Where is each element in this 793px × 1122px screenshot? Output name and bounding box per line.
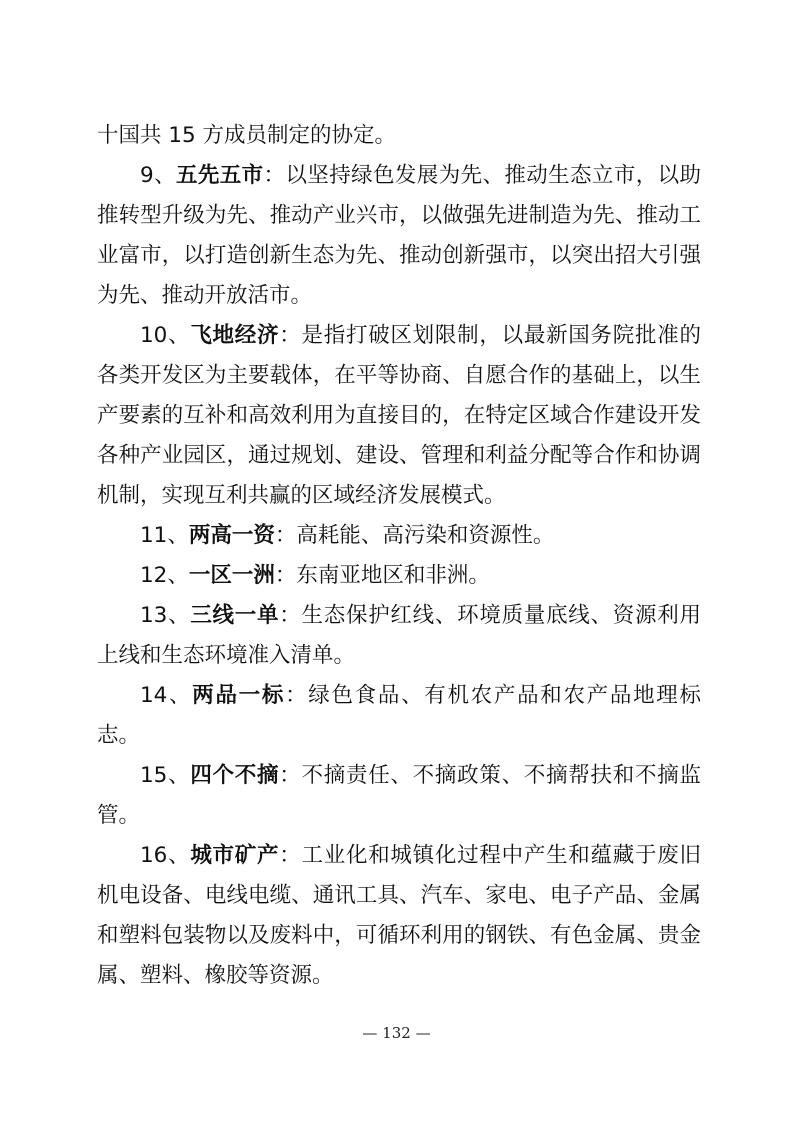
definition: 是指打破区划限制，以最新国务院批准的各类开发区为主要载体，在平等协商、自愿合作的基础上，以生产要素的互补和高效利用为直接目的，在特定区域合作建设开发各种产业园区，通过规划、建设、管理和利益分配等合作和协调机制，实现互利共赢的区域经济发展模式。 (97, 323, 701, 508)
separator: ： (274, 563, 297, 588)
definition-item-10 (97, 316, 701, 516)
term: 一区一洲 (188, 563, 275, 588)
definition-item-15 (97, 756, 701, 836)
definition-item-14 (97, 676, 701, 756)
term: 四个不摘 (190, 763, 280, 788)
page-number: — 132 — (362, 1024, 431, 1042)
document-body (97, 116, 701, 996)
item-number: 12、 (140, 563, 189, 588)
separator: ： (263, 163, 286, 188)
definition-item-11 (97, 516, 701, 556)
definition-item-13 (97, 596, 701, 676)
item-number: 16、 (140, 843, 191, 868)
term: 两品一标 (192, 683, 286, 708)
item-number: 13、 (140, 603, 191, 628)
definition: 不摘责任、不摘政策、不摘帮扶和不摘监管。 (97, 763, 701, 828)
continuation-paragraph: 十国共 15 方成员制定的协定。 (97, 123, 397, 148)
separator: ： (285, 683, 309, 708)
definition-item-12 (97, 556, 701, 596)
definition-item-16 (97, 836, 701, 996)
definition: 高耗能、高污染和资源性。 (296, 523, 555, 548)
term: 两高一资 (188, 523, 275, 548)
term: 城市矿产 (190, 843, 280, 868)
definition: 东南亚地区和非洲。 (296, 563, 490, 588)
item-number: 9、 (140, 163, 176, 188)
definition: 绿色食品、有机农产品和农产品地理标志。 (97, 683, 701, 748)
item-number: 14、 (140, 683, 193, 708)
separator: ： (279, 763, 302, 788)
term: 五先五市 (175, 163, 264, 188)
item-number: 11、 (140, 523, 189, 548)
definition-item-9 (97, 156, 701, 316)
term: 三线一单 (190, 603, 280, 628)
item-number: 15、 (140, 763, 191, 788)
separator: ： (279, 323, 302, 348)
separator: ： (274, 523, 297, 548)
definition: 生态保护红线、环境质量底线、资源利用上线和生态环境准入清单。 (97, 603, 701, 668)
definition: 以坚持绿色发展为先、推动生态立市，以助推转型升级为先、推动产业兴市，以做强先进制造为先、推动工业富市，以打造创新生态为先、推动创新强市，以突出招大引强为先、推动开放活市。 (97, 163, 701, 308)
definition: 工业化和城镇化过程中产生和蕴藏于废旧机电设备、电线电缆、通讯工具、汽车、家电、电子产品、金属和塑料包装物以及废料中，可循环利用的钢铁、有色金属、贵金属、塑料、橡胶等资源。 (97, 843, 701, 988)
item-number: 10、 (140, 323, 191, 348)
term: 飞地经济 (190, 323, 280, 348)
separator: ： (279, 603, 302, 628)
separator: ： (279, 843, 302, 868)
